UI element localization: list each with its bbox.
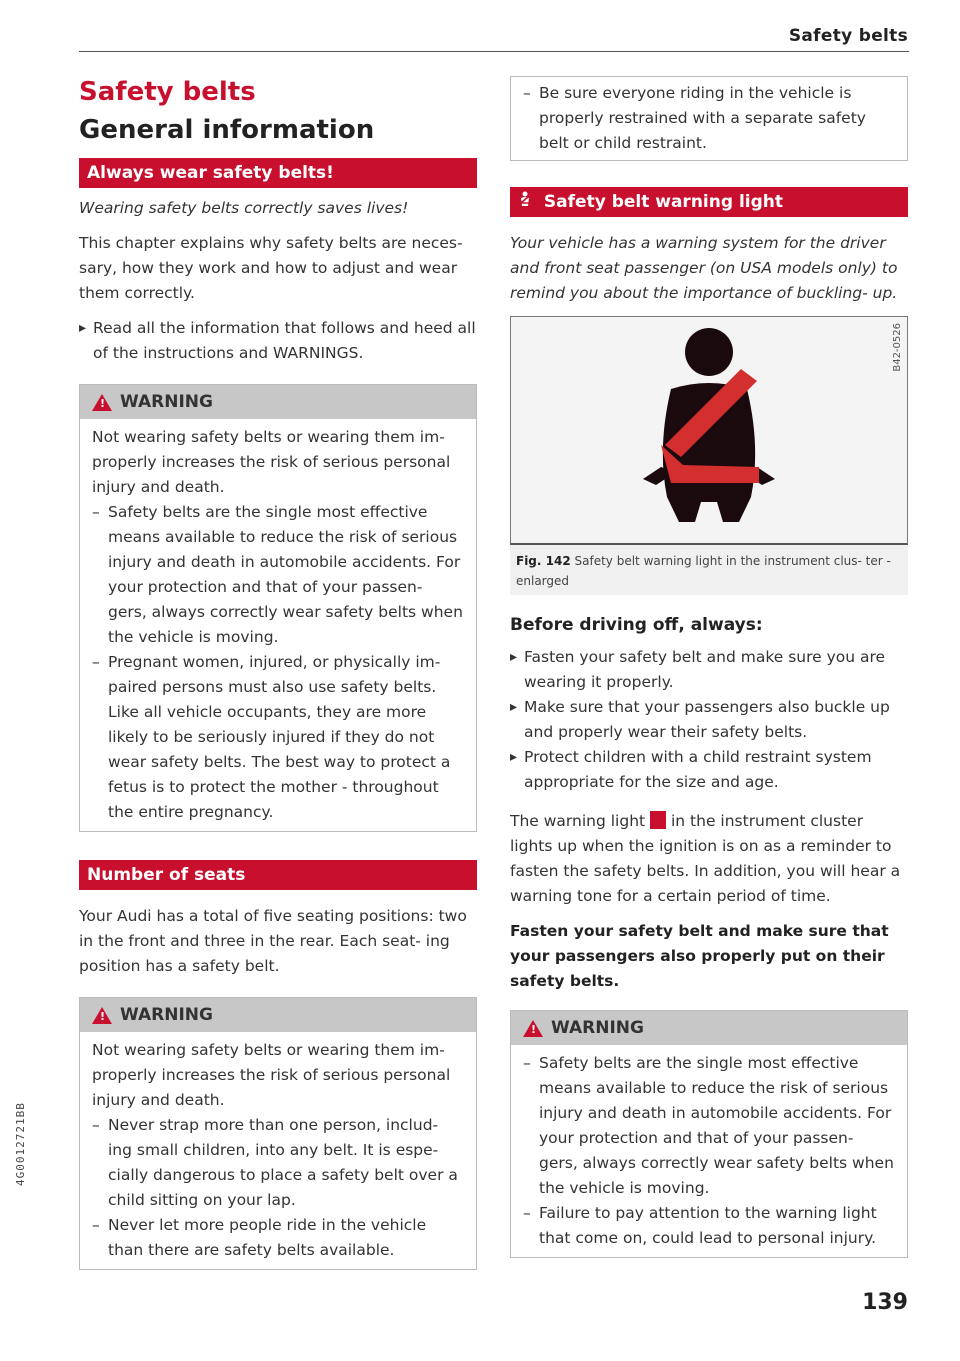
figure-image — [510, 316, 908, 545]
continued-warning-box — [510, 76, 908, 161]
paragraph-part: The warning light — [510, 812, 646, 830]
right-column — [510, 76, 908, 1258]
section-bar-number-of-seats: Number of seats — [79, 860, 477, 890]
warning-box — [79, 997, 477, 1270]
left-column — [79, 76, 477, 1270]
chapter-title: Safety belts — [79, 77, 256, 107]
paragraph-part: in the instrument cluster lights up when the ignition is on as a reminder to fasten the safety belts. In addition, you will hear a warning tone for a certain period of time. — [510, 812, 901, 905]
intro-text: Your vehicle has a warning system for the driver and front seat passenger (on USA models only) to remind you about the importance of buckling- up. — [510, 234, 898, 302]
bold-paragraph: Fasten your safety belt and make sure that your passengers also properly put on their safety belts. — [510, 922, 889, 990]
warning-box — [79, 384, 477, 832]
warning-body — [511, 1045, 907, 1257]
warning-body — [80, 419, 476, 831]
warning-body — [511, 77, 907, 160]
paragraph: This chapter explains why safety belts are neces- sary, how they work and how to adjust and wear them correctly. — [79, 234, 463, 302]
section-bar-always-wear: Always wear safety belts! — [79, 158, 477, 188]
warning-header — [511, 1011, 907, 1045]
figure — [510, 316, 908, 595]
figure-caption-text: Safety belt warning light in the instrument clus- ter - enlarged — [516, 554, 891, 588]
warning-body — [80, 1032, 476, 1269]
figure-caption — [510, 545, 908, 595]
seatbelt-warning-light-illustration — [511, 317, 907, 539]
warning-header — [80, 998, 476, 1032]
instruction-item: ▸ Protect children with a child restraint system appropriate for the size and age. — [510, 745, 908, 795]
page-number: 139 — [862, 1290, 908, 1315]
seatbelt-icon — [518, 191, 532, 213]
seatbelt-icon — [650, 811, 666, 829]
running-header: Safety belts — [788, 26, 908, 46]
warning-title: WARNING — [120, 392, 213, 412]
warning-triangle-icon — [92, 1007, 112, 1024]
warning-triangle-icon — [92, 394, 112, 411]
instruction-item: ▸ Read all the information that follows and heed all of the instructions and WARNINGS. — [79, 316, 477, 366]
header-rule — [79, 51, 909, 52]
warning-item: – Safety belts are the single most effective means available to reduce the risk of serious injury and death in automobile accidents. For your protection and that of your passen- gers, always correctly wear safety belts when the vehicle is moving. — [523, 1051, 895, 1201]
figure-code: B42-0526 — [892, 323, 903, 372]
warning-title: WARNING — [551, 1018, 644, 1038]
intro-text: Wearing safety belts correctly saves lives! — [79, 199, 409, 217]
warning-triangle-icon — [523, 1020, 543, 1037]
instruction-item: ▸ Make sure that your passengers also buckle up and properly wear their safety belts. — [510, 695, 908, 745]
paragraph: Your Audi has a total of five seating positions: two in the front and three in the rear. Each seat- ing position has a safety belt. — [79, 907, 467, 975]
warning-title: WARNING — [120, 1005, 213, 1025]
section-bar-label: Safety belt warning light — [543, 192, 783, 212]
section-bar-warning-light — [510, 187, 908, 217]
warning-text: Not wearing safety belts or wearing them im- properly increases the risk of serious personal injury and death. — [92, 428, 451, 496]
warning-item: – Never let more people ride in the vehicle than there are safety belts available. — [92, 1213, 464, 1263]
figure-label: Fig. 142 — [516, 554, 571, 568]
section-title: General information — [79, 115, 375, 145]
instruction-item: ▸ Fasten your safety belt and make sure you are wearing it properly. — [510, 645, 908, 695]
warning-item: – Never strap more than one person, includ- ing small children, into any belt. It is espe- cially dangerous to place a safety belt over a child sitting on your lap. — [92, 1113, 464, 1213]
side-code: 4G0012721BB — [14, 1102, 27, 1186]
warning-item: – Failure to pay attention to the warning light that come on, could lead to personal injury. — [523, 1201, 895, 1251]
subheading: Before driving off, always: — [510, 615, 763, 635]
warning-item: – Be sure everyone riding in the vehicle is properly restrained with a separate safety belt or child restraint. — [523, 81, 895, 156]
warning-box — [510, 1010, 908, 1258]
warning-item: – Safety belts are the single most effective means available to reduce the risk of serious injury and death in automobile accidents. For your protection and that of your passen- gers, always correctly wear safety belts when the vehicle is moving. — [92, 500, 464, 650]
warning-item: – Pregnant women, injured, or physically im- paired persons must also use safety belts. Like all vehicle occupants, they are more likely to be seriously injured if they do not wear safety belts. The best way to protect a fetus is to protect the mother - throughout the entire pregnancy. — [92, 650, 464, 825]
warning-text: Not wearing safety belts or wearing them im- properly increases the risk of serious personal injury and death. — [92, 1041, 451, 1109]
paragraph-warning-light — [510, 809, 908, 909]
warning-header — [80, 385, 476, 419]
